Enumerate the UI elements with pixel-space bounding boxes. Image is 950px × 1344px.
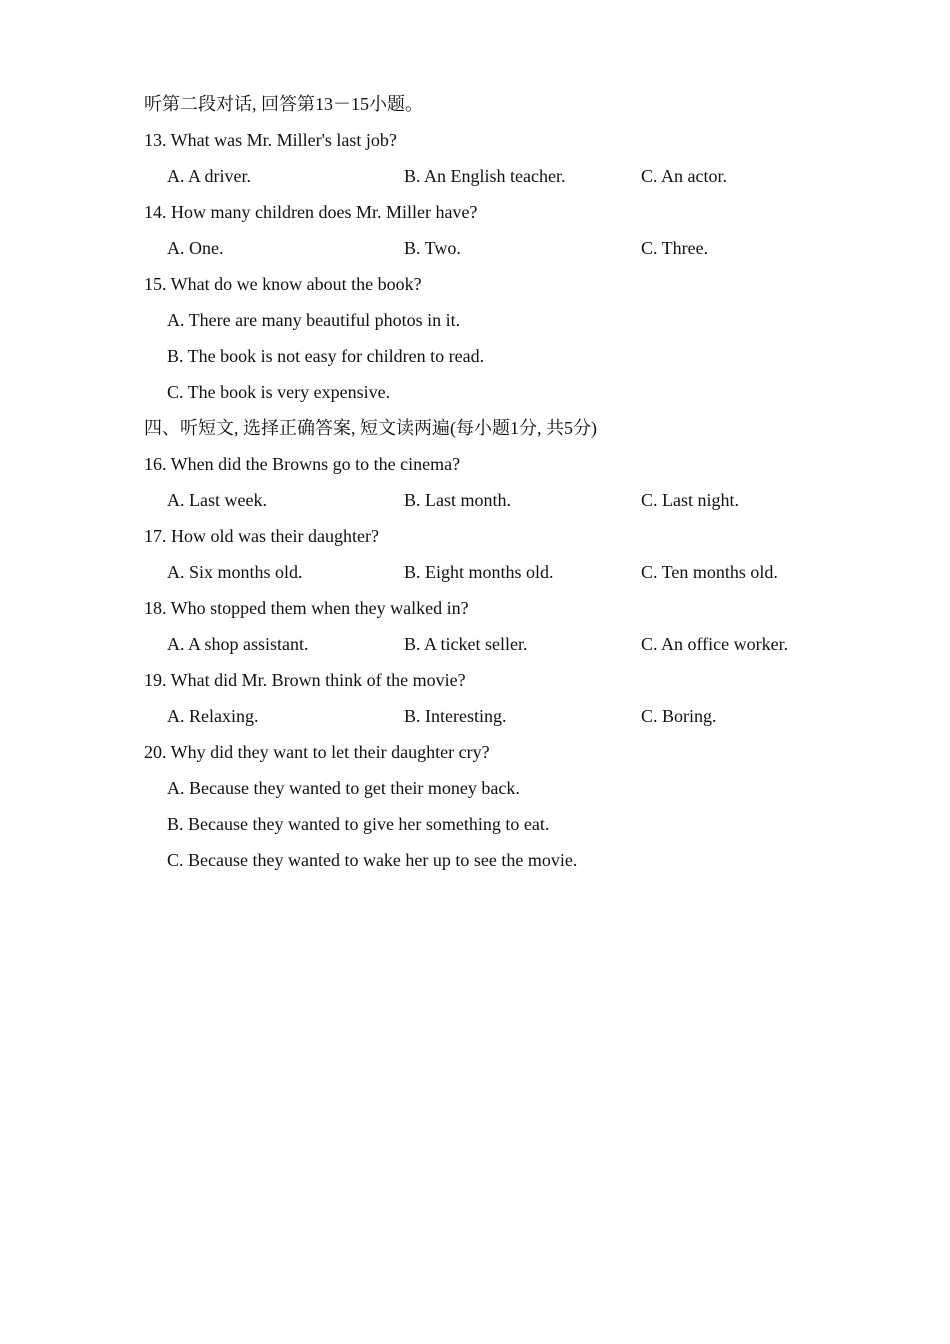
options-16 bbox=[144, 484, 950, 520]
options-18 bbox=[144, 628, 950, 664]
question-18: 18. Who stopped them when they walked in? bbox=[144, 598, 469, 618]
option-c: C. An office worker. bbox=[641, 634, 789, 654]
option-c: C. An actor. bbox=[641, 166, 727, 186]
section-heading: 四、听短文, 选择正确答案, 短文读两遍(每小题1分, 共5分) bbox=[144, 418, 597, 438]
option-b: B. Interesting. bbox=[404, 706, 507, 726]
option-c: C. The book is very expensive. bbox=[167, 382, 391, 402]
option-a: A. One. bbox=[167, 238, 224, 258]
option-c: C. Because they wanted to wake her up to see the movie. bbox=[167, 850, 578, 870]
option-a: A. A shop assistant. bbox=[167, 634, 309, 654]
option-a: A. A driver. bbox=[167, 166, 251, 186]
options-17 bbox=[144, 556, 950, 592]
option-a: A. Because they wanted to get their money back. bbox=[167, 778, 520, 798]
option-a: A. There are many beautiful photos in it. bbox=[167, 310, 461, 330]
option-b: B. The book is not easy for children to read. bbox=[167, 346, 485, 366]
question-14: 14. How many children does Mr. Miller have? bbox=[144, 202, 478, 222]
option-c: C. Last night. bbox=[641, 490, 739, 510]
question-20: 20. Why did they want to let their daughter cry? bbox=[144, 742, 490, 762]
option-c: C. Boring. bbox=[641, 706, 717, 726]
question-17: 17. How old was their daughter? bbox=[144, 526, 379, 546]
option-a: A. Six months old. bbox=[167, 562, 303, 582]
question-13: 13. What was Mr. Miller's last job? bbox=[144, 130, 397, 150]
option-b: B. Eight months old. bbox=[404, 562, 554, 582]
option-a: A. Relaxing. bbox=[167, 706, 259, 726]
option-b: B. Last month. bbox=[404, 490, 511, 510]
options-14 bbox=[144, 232, 950, 268]
option-a: A. Last week. bbox=[167, 490, 267, 510]
question-15: 15. What do we know about the book? bbox=[144, 274, 422, 294]
question-19: 19. What did Mr. Brown think of the movie? bbox=[144, 670, 466, 690]
option-b: B. An English teacher. bbox=[404, 166, 566, 186]
question-16: 16. When did the Browns go to the cinema? bbox=[144, 454, 461, 474]
options-19 bbox=[144, 700, 950, 736]
option-c: C. Ten months old. bbox=[641, 562, 778, 582]
option-c: C. Three. bbox=[641, 238, 709, 258]
option-b: B. Because they wanted to give her something to eat. bbox=[167, 814, 550, 834]
options-13 bbox=[144, 160, 950, 196]
option-b: B. Two. bbox=[404, 238, 461, 258]
option-b: B. A ticket seller. bbox=[404, 634, 528, 654]
section-heading: 听第二段对话, 回答第13－15小题。 bbox=[144, 94, 423, 114]
